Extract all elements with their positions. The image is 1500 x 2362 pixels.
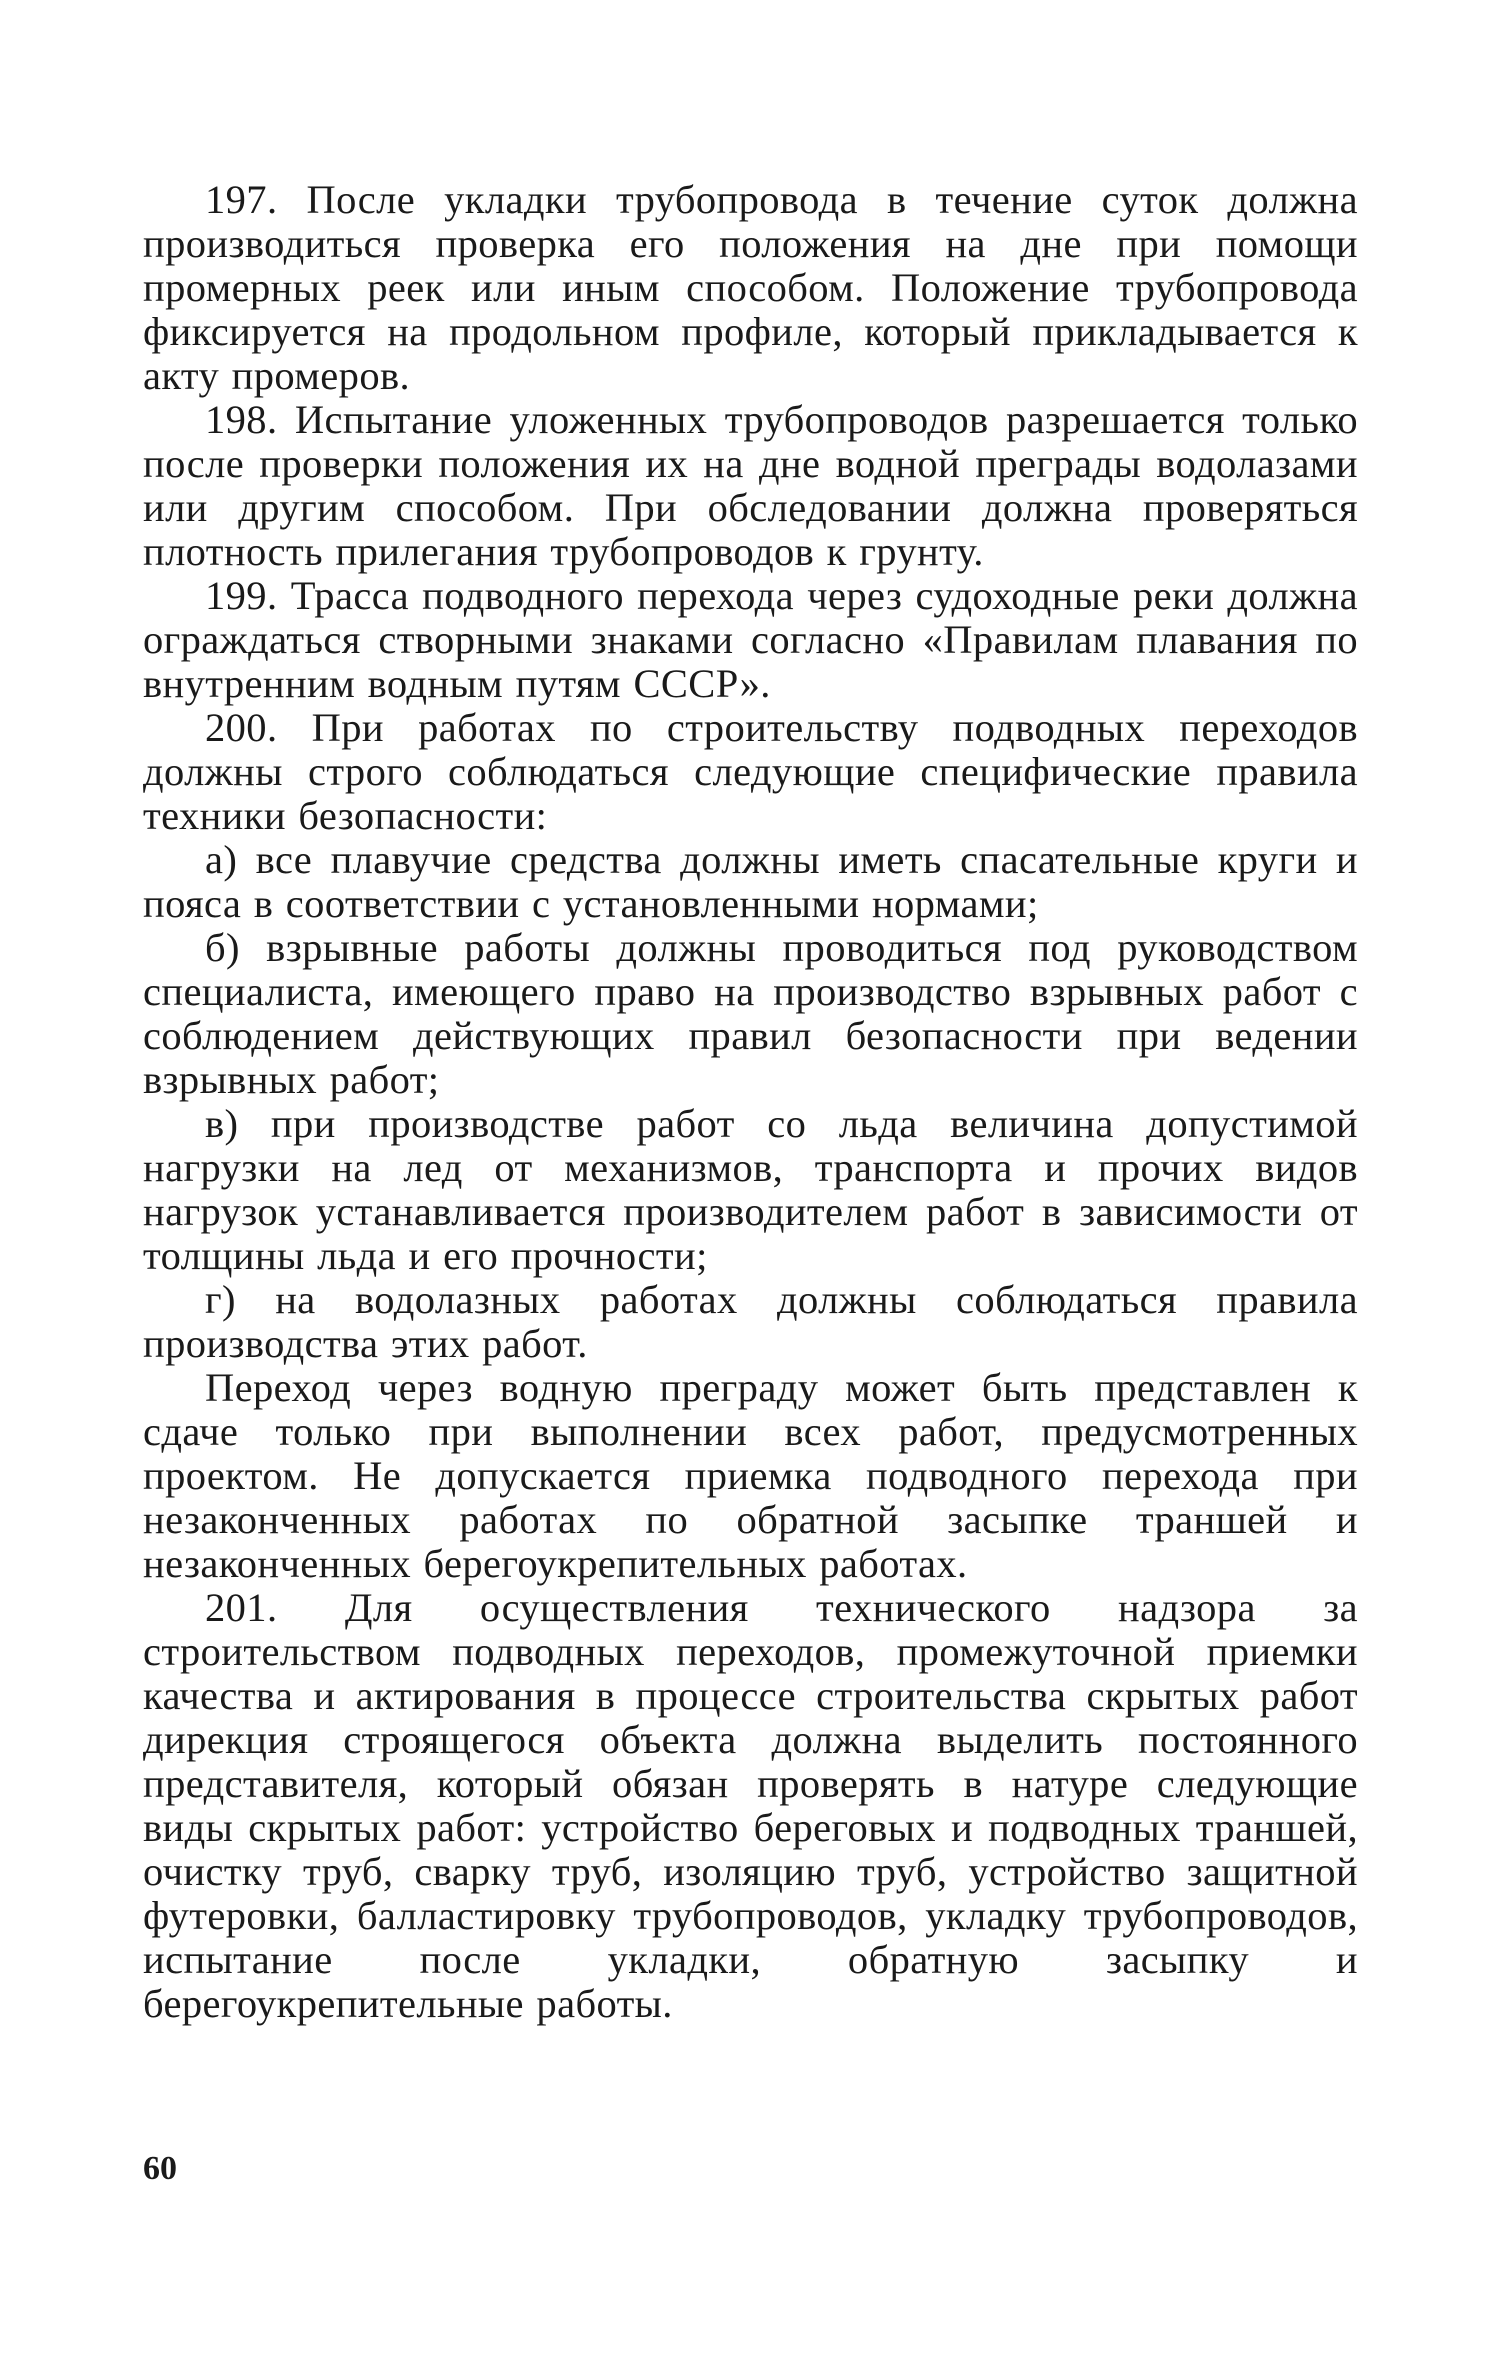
- paragraph-198: 198. Испытание уложенных трубопроводов разрешается только после проверки положения их на дне водной преграды водолазами или другим способом. При обследовании должна проверяться плотность прилегания трубопроводов к грунту.: [143, 397, 1358, 574]
- paragraph-199: 199. Трасса подводного перехода через судоходные реки должна ограждаться створными знаками согласно «Правилам плавания по внутренним водным путям СССР».: [143, 573, 1358, 706]
- paragraph-197: 197. После укладки трубопровода в течение суток должна производиться проверка его положения на дне при помощи промерных реек или иным способом. Положение трубопровода фиксируется на продольном профиле, который прикладывается к акту промеров.: [143, 177, 1358, 398]
- list-item-b: б) взрывные работы должны проводиться под руководством специалиста, имеющего право на производство взрывных работ с соблюдением действующих правил безопасности при ведении взрывных работ;: [143, 925, 1358, 1102]
- body-text: [143, 178, 1358, 2026]
- page-number: 60: [143, 2150, 177, 2187]
- list-item-a: а) все плавучие средства должны иметь спасательные круги и пояса в соответствии с установленными нормами;: [143, 837, 1358, 926]
- paragraph-transfer-acceptance: Переход через водную преграду может быть представлен к сдаче только при выполнении всех работ, предусмотренных проектом. Не допускается приемка подводного перехода при незаконченных работах по обратной засыпке траншей и незаконченных берегоукрепительных работах.: [143, 1365, 1358, 1586]
- paragraph-200: 200. При работах по строительству подводных переходов должны строго соблюдаться следующие специфические правила техники безопасности:: [143, 705, 1358, 838]
- list-item-v: в) при производстве работ со льда величина допустимой нагрузки на лед от механизмов, транспорта и прочих видов нагрузок устанавливается производителем работ в зависимости от толщины льда и его прочности;: [143, 1101, 1358, 1278]
- list-item-g: г) на водолазных работах должны соблюдаться правила производства этих работ.: [143, 1277, 1358, 1366]
- paragraph-201: 201. Для осуществления технического надзора за строительством подводных переходов, промежуточной приемки качества и актирования в процессе строительства скрытых работ дирекция строящегося объекта должна выделить постоянного представителя, который обязан проверять в натуре следующие виды скрытых работ: устройство береговых и подводных траншей, очистку труб, сварку труб, изоляцию труб, устройство защитной футеровки, балластировку трубопроводов, укладку трубопроводов, испытание после укладки, обратную засыпку и берегоукрепительные работы.: [143, 1585, 1358, 2026]
